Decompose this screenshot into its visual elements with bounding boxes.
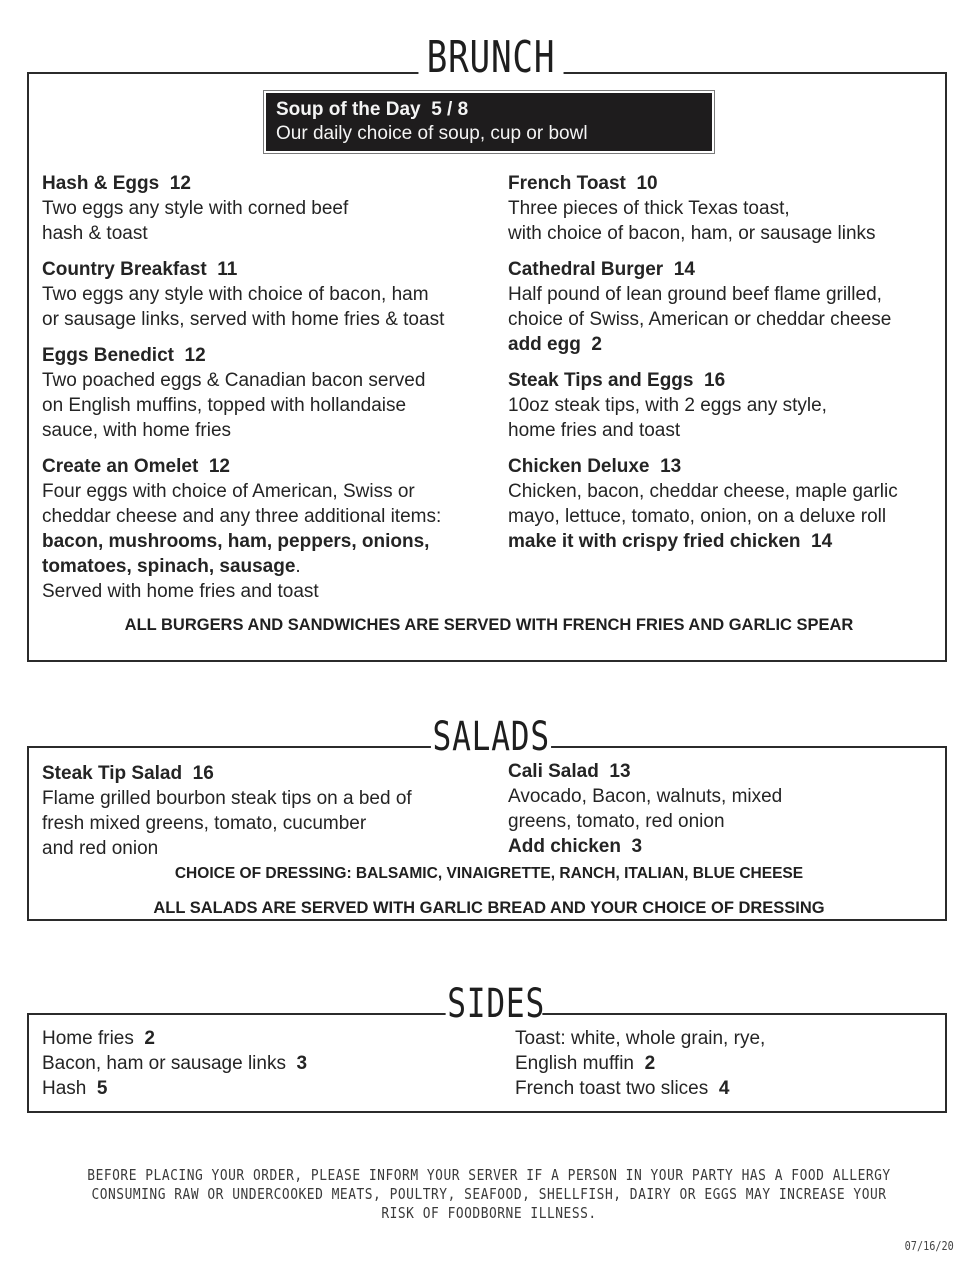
allergy-disclaimer: BEFORE PLACING YOUR ORDER, PLEASE INFORM YOUR SERVER IF A PERSON IN YOUR PARTY HAS A FOOD ALLERGY CONSUMING RAW OR UNDERCOOKED MEATS, POULTRY, SEAFOOD, SHELLFISH, DAIRY OR EGGS MAY INCREASE YOUR RISK OF FOODBORNE ILLNESS. [87, 1166, 891, 1222]
sides-right-list [515, 1026, 765, 1101]
item-name: Hash & Eggs [42, 173, 160, 194]
item-price: 12 [169, 173, 191, 194]
menu-item-country-breakfast: Country Breakfast 11 Two eggs any style with choice of bacon, ham or sausage links, served with home fries & toast [42, 259, 445, 330]
item-name: Steak Tip Salad [42, 763, 183, 784]
menu-item-eggs-benedict: Eggs Benedict 12 Two poached eggs & Canadian bacon served on English muffins, topped with hollandaise sauce, with home fries [42, 345, 426, 441]
item-price: 13 [660, 456, 682, 477]
menu-item-steak-tips-eggs: Steak Tips and Eggs 16 10oz steak tips, with 2 eggs any style, home fries and toast [508, 370, 827, 441]
side-item: English muffin 2 [515, 1053, 656, 1074]
sides-left-list [42, 1026, 307, 1101]
item-name: Steak Tips and Eggs [508, 370, 694, 391]
item-name: Cali Salad [508, 761, 599, 782]
item-price: 12 [184, 345, 206, 366]
menu-item-french-toast: French Toast 10 Three pieces of thick Texas toast, with choice of bacon, ham, or sausage links [508, 173, 876, 244]
side-item: Home fries 2 [42, 1028, 155, 1049]
item-price: 11 [217, 259, 238, 280]
item-name: French Toast [508, 173, 626, 194]
item-name: Create an Omelet [42, 456, 199, 477]
menu-item-chicken-deluxe: Chicken Deluxe 13 Chicken, bacon, cheddar cheese, maple garlic mayo, lettuce, tomato, onion, on a deluxe roll make it with crispy fried chicken 14 [508, 456, 898, 552]
salads-title: SALADS [432, 714, 550, 760]
brunch-title: BRUNCH [418, 36, 563, 80]
dressing-note: CHOICE OF DRESSING: BALSAMIC, VINAIGRETTE, RANCH, ITALIAN, BLUE CHEESE [174, 865, 804, 882]
menu-item-create-omelet: Create an Omelet 12 Four eggs with choice of American, Swiss or cheddar cheese and any three additional items: bacon, mushrooms, ham, peppers, onions, tomatoes, spinach, sausage. Served with home fries and toast [42, 456, 442, 602]
menu-item-cali-salad: Cali Salad 13 Avocado, Bacon, walnuts, mixed greens, tomato, red onion Add chicken 3 [508, 761, 783, 857]
item-price: 10 [636, 173, 658, 194]
item-name: Country Breakfast [42, 259, 207, 280]
brunch-note: ALL BURGERS AND SANDWICHES ARE SERVED WITH FRENCH FRIES AND GARLIC SPEAR [124, 615, 854, 634]
item-addon: add egg 2 [508, 334, 602, 355]
item-name: Eggs Benedict [42, 345, 174, 366]
item-addon: make it with crispy fried chicken 14 [508, 531, 833, 552]
sides-title: SIDES [447, 981, 546, 1027]
menu-item-hash-eggs: Hash & Eggs 12 Two eggs any style with corned beef hash & toast [42, 173, 349, 244]
item-price: 16 [192, 763, 214, 784]
salads-served-note: ALL SALADS ARE SERVED WITH GARLIC BREAD AND YOUR CHOICE OF DRESSING [153, 898, 825, 917]
soup-of-the-day-box [263, 90, 715, 154]
soup-price: 5 / 8 [431, 99, 469, 120]
item-price: 13 [609, 761, 631, 782]
menu-item-cathedral-burger: Cathedral Burger 14 Half pound of lean ground beef flame grilled, choice of Swiss, American or cheddar cheese add egg 2 [508, 259, 892, 355]
side-item: Toast: white, whole grain, rye, [515, 1028, 766, 1049]
item-price: 16 [704, 370, 726, 391]
item-name: Cathedral Burger [508, 259, 664, 280]
soup-name: Soup of the Day [276, 99, 421, 120]
item-price: 14 [673, 259, 695, 280]
side-item: Hash 5 [42, 1078, 108, 1099]
side-item: French toast two slices 4 [515, 1078, 730, 1099]
omelet-options: bacon, mushrooms, ham, peppers, onions, [42, 531, 430, 552]
side-item: Bacon, ham or sausage links 3 [42, 1053, 308, 1074]
item-addon: Add chicken 3 [508, 836, 643, 857]
menu-date: 07/16/20 [904, 1239, 954, 1253]
omelet-options: tomatoes, spinach, sausage [42, 556, 296, 577]
soup-description: Our daily choice of soup, cup or bowl [276, 123, 588, 144]
item-name: Chicken Deluxe [508, 456, 650, 477]
item-price: 12 [208, 456, 230, 477]
menu-item-steak-tip-salad: Steak Tip Salad 16 Flame grilled bourbon steak tips on a bed of fresh mixed greens, tomato, cucumber and red onion [42, 763, 412, 859]
